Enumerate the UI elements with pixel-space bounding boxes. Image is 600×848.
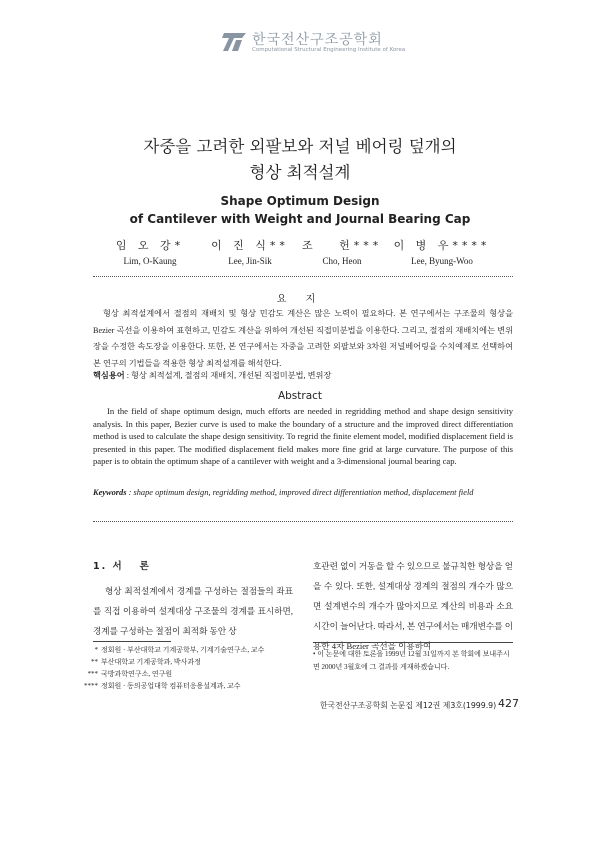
english-title-line2: of Cantilever with Weight and Journal Bearing Cap xyxy=(129,212,471,226)
author-3 xyxy=(302,238,382,268)
author-1-ko: 임 오 강* xyxy=(115,239,185,252)
footnote-4-mark: **** xyxy=(84,682,98,690)
author-3-en: Cho, Heon xyxy=(322,256,362,266)
society-logo xyxy=(222,28,406,60)
author-4-en: Lee, Byung-Woo xyxy=(411,256,473,266)
author-2-en: Lee, Jin-Sik xyxy=(228,256,272,266)
section-heading: 1. 서 론 xyxy=(93,561,151,572)
section-body-left: 형상 최적설계에서 경계를 구성하는 절점들의 좌표를 직접 이용하여 설계대상 구조물의 경계를 표시하면, 경계를 구성하는 절점이 최적화 동안 상 xyxy=(93,586,293,636)
author-1 xyxy=(110,238,190,268)
english-title xyxy=(0,192,600,228)
receipt-rule xyxy=(313,642,513,643)
footnote-2-text: 부산대학교 기계공학과, 박사과정 xyxy=(101,658,201,666)
footnote-1-text: 정회원 · 부산대학교 기계공학부, 기계기술연구소, 교수 xyxy=(101,646,265,654)
korean-title xyxy=(0,134,600,186)
section-body-right: 호관련 없이 거동을 할 수 있으므로 불규칙한 형상을 얻을 수 있다. 또한, 설계대상 경계의 절점의 개수가 많으면 설계변수의 개수가 많아지므로 계산의 비용과 소요시간이 늘어난다. 따라서, 본 연구에서는 매개변수를 이용한 4차 Bezier 곡선을 이용하여 xyxy=(313,561,513,651)
english-title-line1: Shape Optimum Design xyxy=(220,194,380,208)
keywords-en xyxy=(93,487,513,500)
keywords-ko xyxy=(93,368,513,383)
abstract-ko-heading: 요 지 xyxy=(276,294,324,305)
keywords-ko-label: 핵심용어 xyxy=(93,370,125,380)
abstract-ko-body: 형상 최적설계에서 절점의 재배치 및 형상 민감도 계산은 많은 노력이 필요하다. 본 연구에서는 구조물의 형상을 Bezier 곡선을 이용하여 표현하고, 민감도 계산을 위하여 개선된 직접미분법을 이용한다. 그리고, 절점의 재배치에는 변위장을 수정한 속도장을 이용한다. 또한, 본 연구에서는 자중을 고려한 외팔보와 3차원 저널베어링을 수치예제로 선택하여 본 연구의 기법들을 적용한 형상 최적설계를 해석한다. xyxy=(93,309,513,368)
abstract-en-heading: Abstract xyxy=(277,390,323,402)
author-2 xyxy=(210,238,290,268)
footnote-3-text: 국방과학연구소, 연구원 xyxy=(101,670,173,678)
keywords-en-label: Keywords xyxy=(93,488,127,497)
korean-title-line1: 자중을 고려한 외팔보와 저널 베어링 덮개의 xyxy=(143,137,457,156)
footnote-rule xyxy=(93,641,171,642)
author-4 xyxy=(392,238,492,268)
author-4-ko: 이 병 우**** xyxy=(393,239,491,252)
keywords-en-text: : shape optimum design, regridding method, improved direct differentiation method, displacement field xyxy=(126,488,474,497)
footnote-3-mark: *** xyxy=(87,670,98,678)
page-number: 427 xyxy=(498,697,519,710)
society-name-en: Computational Structural Engineering Institute of Korea xyxy=(252,47,406,53)
footnote-1-mark: * xyxy=(94,646,98,654)
keywords-ko-text: : 형상 최적설계, 절점의 재배치, 개선된 직접미분법, 변위장 xyxy=(124,371,332,380)
discussion-note: • 이 논문에 대한 토론을 1999년 12월 31일까지 본 학회에 보내주시면 2000년 3월호에 그 결과를 게재하겠습니다. xyxy=(313,650,510,671)
divider-bottom xyxy=(93,521,513,522)
footnote-4 xyxy=(84,679,241,693)
footnote-4-text: 정회원 · 동의공업대학 컴퓨터응용설계과, 교수 xyxy=(101,682,241,690)
society-logo-mark-icon xyxy=(222,30,248,54)
author-3-ko: 조 헌*** xyxy=(302,239,383,252)
korean-title-line2: 형상 최적설계 xyxy=(249,163,351,182)
author-2-ko: 이 진 식** xyxy=(211,239,289,252)
divider-top xyxy=(93,276,513,277)
footnote-2-mark: ** xyxy=(91,658,98,666)
society-name-ko: 한국전산구조공학회 xyxy=(252,32,383,48)
abstract-en-body: In the field of shape optimum design, much efforts are needed in regridding method and shape design sensitivity analysis. In this paper, Bezier curve is used to make the boundary of a structure and the improved direct differentiation method is used to calculate the shape design sensitivity. To regrid the finite element model, modified displacement field is presented in this paper. The modified displacement field makes more fine grid at large curvature. The purpose of this paper is to obtain the optimum shape of a cantilever with weight and a 3-dimensional journal bearing cap. xyxy=(93,406,513,467)
author-1-en: Lim, O-Kaung xyxy=(123,256,177,266)
journal-footer: 한국전산구조공학회 논문집 제12권 제3호(1999.9) xyxy=(320,701,497,710)
